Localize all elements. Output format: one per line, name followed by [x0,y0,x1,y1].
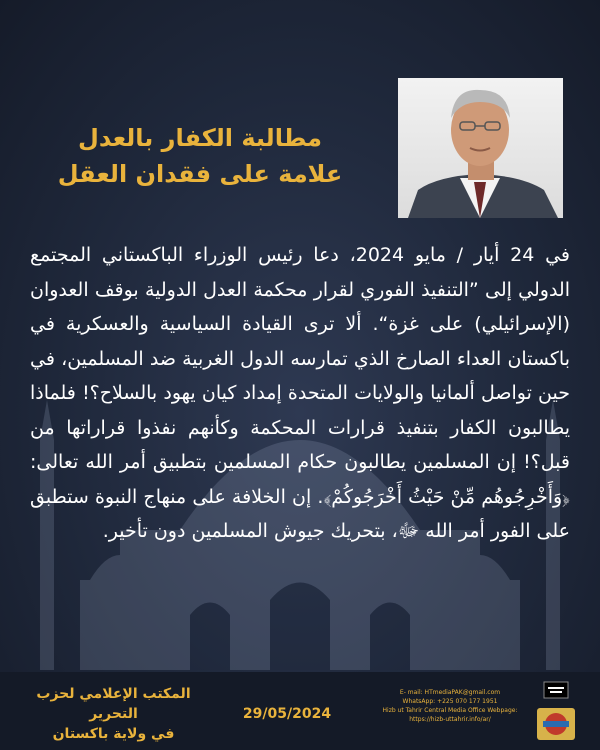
office-province: في ولاية باكستان [52,726,175,742]
media-office-logo-icon [535,706,577,742]
person-portrait-icon [398,78,563,218]
headline-line-1: مطالبة الكفار بالعدل [78,124,322,152]
statement-text: في 24 أيار / مايو 2024، دعا رئيس الوزراء الباكستاني المجتمع الدولي إلى ”التنفيذ الفوري لقرار محكمة العدل الدولية بوقف العدوان (الإسرائيلي) على غزة“. ألا ترى القيادة السياسية والعسكرية في باكستان العداء الصارخ الذي تمارسه الدول الغربية ضد المسلمين، في حين تواصل ألمانيا والولايات المتحدة إمداد كيان يهود بالسلاح؟! فلماذا يطالبون الكفار بتنفيذ قرارات المحكمة وكأنهم نفذوا قراراتها من قبل؟! إن المسلمين يطالبون حكام المسلمين بتطبيق أمر الله تعالى: ﴿وَأَخْرِجُوهُم مِّنْ حَيْثُ أَخْرَجُوكُمْ﴾. إن الخلافة على منهاج النبوة ستطبق على الفور أمر الله ﷻ، بتحريك جيوش المسلمين دون تأخير. [30,244,570,542]
headline [20,120,380,192]
contact-web-url[interactable]: https://hizb-uttahrir.info/ar/ [409,716,491,723]
black-banner-logo-icon [543,678,569,704]
publication-date: 29/05/2024 [242,706,332,722]
contact-info [375,688,525,724]
contact-web-label: Hizb ut Tahrir Central Media Office Webpage: [382,707,518,714]
contact-whatsapp: WhatsApp: +225 070 177 1951 [402,698,498,705]
portrait-photo [398,78,563,218]
headline-line-2: علامة على فقدان العقل [57,160,343,188]
contact-email: E- mail: HTmediaPAK@gmail.com [399,689,501,696]
office-name: المكتب الإعلامي لحزب التحرير [36,686,191,722]
media-office-signature [16,684,211,744]
